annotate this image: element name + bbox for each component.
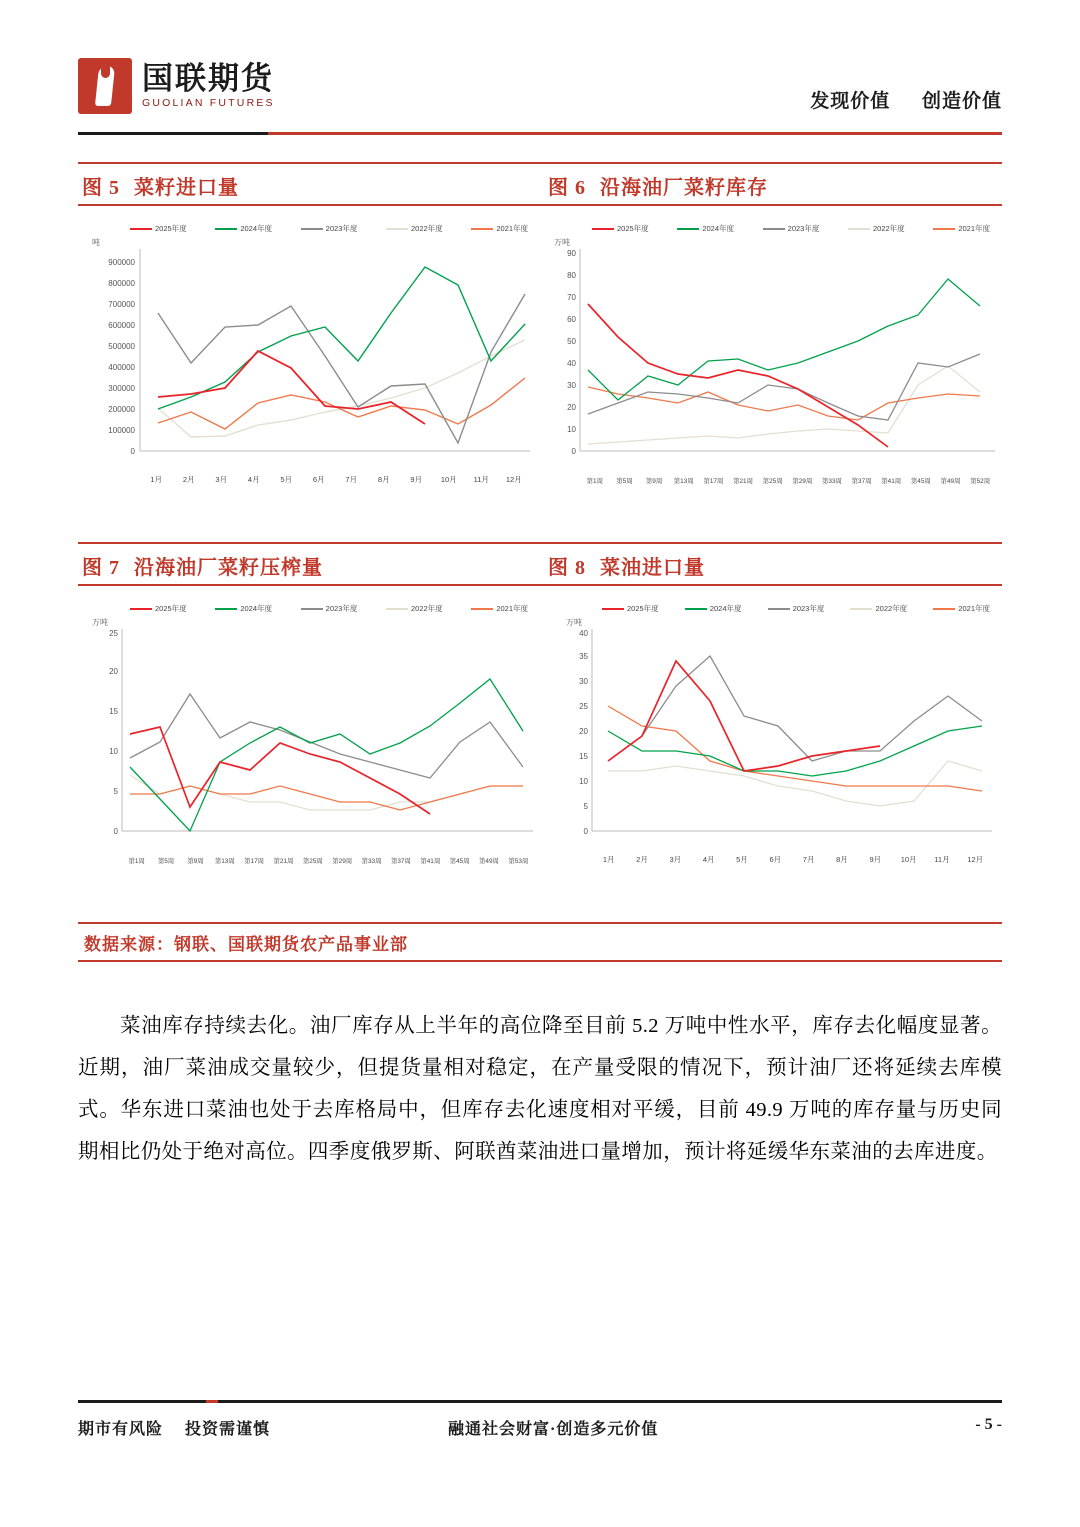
svg-text:10: 10 — [567, 425, 576, 434]
chart-fig6 — [540, 207, 1002, 527]
logo-chinese-name: 国联期货 — [142, 60, 274, 96]
figure-title-band-top — [78, 162, 1002, 206]
figure-title-band-bottom — [78, 542, 1002, 586]
footer-risk-2: 投资需谨慎 — [185, 1421, 271, 1438]
legend-label-2021: 2021年度 — [496, 224, 528, 233]
figure-5-text: 菜籽进口量 — [134, 177, 239, 199]
figure-7-number: 图 7 — [82, 557, 120, 579]
legend-item-2021 — [471, 223, 528, 234]
svg-text:700000: 700000 — [108, 300, 135, 309]
svg-text:40: 40 — [579, 629, 588, 638]
svg-text:10: 10 — [109, 747, 118, 756]
logo-english-name: GUOLIAN FUTURES — [142, 97, 275, 110]
legend-label-2024: 2024年度 — [240, 224, 273, 233]
legend-label-2023: 2023年度 — [325, 224, 358, 233]
svg-text:20: 20 — [109, 667, 118, 676]
legend-item-2022: 2022年度 — [850, 603, 907, 614]
chart-fig7-plot — [78, 618, 540, 871]
logo-mark-icon — [78, 58, 132, 114]
chart-fig7-xlabels: 第1周 第5周 第9周 第13周 第17周 第21周 第25周 第29周 第33周 第37周 第41周 第45周 第49周 第53周 — [128, 858, 529, 865]
legend-item-2021: 2021年度 — [933, 603, 990, 614]
svg-text:10: 10 — [579, 777, 588, 786]
footer-page-number: - 5 - — [975, 1416, 1002, 1433]
figure-8-title — [548, 551, 705, 580]
legend-item-2023: 2023年度 — [763, 223, 820, 234]
legend-item-2022 — [386, 223, 443, 234]
figure-5-title — [82, 171, 239, 200]
legend-item-2022: 2022年度 — [386, 603, 443, 614]
charts-row-bottom — [78, 587, 1002, 907]
svg-text:30: 30 — [579, 677, 588, 686]
chart-fig8-xlabels: 1月 2月 3月 4月 5月 6月 7月 8月 9月 10月 11月 12月 — [602, 855, 984, 864]
chart-fig6-legend — [592, 223, 990, 234]
chart-fig7-legend — [130, 603, 528, 614]
legend-label-2025: 2025年度 — [155, 224, 187, 233]
chart-fig5-plot — [78, 238, 540, 491]
svg-text:20: 20 — [579, 727, 588, 736]
svg-text:300000: 300000 — [108, 384, 135, 393]
figure-7-text: 沿海油厂菜籽压榨量 — [134, 557, 323, 579]
source-band — [78, 922, 1002, 962]
legend-item-2021: 2021年度 — [471, 603, 528, 614]
header-slogan — [784, 86, 1002, 113]
svg-text:15: 15 — [109, 707, 118, 716]
chart-fig8 — [540, 587, 1002, 907]
slogan-part-1: 发现价值 — [810, 91, 891, 112]
svg-text:30: 30 — [567, 381, 576, 390]
svg-text:25: 25 — [109, 629, 118, 638]
svg-text:0: 0 — [130, 447, 135, 456]
figure-6-title — [548, 171, 768, 200]
svg-text:35: 35 — [579, 652, 588, 661]
svg-text:100000: 100000 — [108, 426, 135, 435]
chart-fig5-xlabels: 1月 2月 3月 4月 5月 6月 7月 8月 9月 10月 11月 12月 — [150, 475, 522, 484]
charts-row-top — [78, 207, 1002, 527]
svg-text:5: 5 — [583, 802, 588, 811]
footer-left — [78, 1416, 270, 1439]
svg-text:70: 70 — [567, 293, 576, 302]
legend-item-2023 — [301, 223, 358, 234]
svg-text:90: 90 — [567, 249, 576, 258]
page-footer — [78, 1412, 1002, 1442]
chart-fig7-yunit: 万吨 — [92, 618, 108, 627]
figure-8-text: 菜油进口量 — [600, 557, 705, 579]
chart-fig7 — [78, 587, 540, 907]
svg-text:25: 25 — [579, 702, 588, 711]
legend-item-2025: 2025年度 — [592, 223, 649, 234]
header-divider — [78, 132, 1002, 135]
svg-text:80: 80 — [567, 271, 576, 280]
svg-text:600000: 600000 — [108, 321, 135, 330]
legend-item-2022: 2022年度 — [848, 223, 905, 234]
svg-text:20: 20 — [567, 403, 576, 412]
footer-center: 融通社会财富·创造多元价值 — [448, 1421, 659, 1438]
svg-text:800000: 800000 — [108, 279, 135, 288]
legend-item-2024: 2024年度 — [677, 223, 734, 234]
page-header — [78, 58, 1002, 136]
svg-text:0: 0 — [571, 447, 576, 456]
slogan-part-2: 创造价值 — [921, 91, 1002, 112]
svg-text:0: 0 — [113, 827, 118, 836]
legend-item-2023: 2023年度 — [301, 603, 358, 614]
chart-fig6-xlabels: 第1周 第5周 第9周 第13周 第17周 第21周 第25周 第29周 第33周 第37周 第41周 第45周 第49周 第52周 — [586, 478, 991, 485]
svg-text:500000: 500000 — [108, 342, 135, 351]
figure-6-text: 沿海油厂菜籽库存 — [600, 177, 768, 199]
legend-item-2024 — [215, 223, 272, 234]
legend-item-2025 — [130, 223, 187, 234]
figure-5-number: 图 5 — [82, 177, 120, 199]
svg-text:50: 50 — [567, 337, 576, 346]
chart-fig5-yunit: 吨 — [92, 238, 100, 247]
svg-text:60: 60 — [567, 315, 576, 324]
svg-text:0: 0 — [583, 827, 588, 836]
chart-fig5 — [78, 207, 540, 527]
svg-text:200000: 200000 — [108, 405, 135, 414]
chart-fig6-plot — [540, 238, 1002, 491]
chart-fig8-legend — [602, 603, 990, 614]
body-paragraph: 菜油库存持续去化。油厂库存从上半年的高位降至目前 5.2 万吨中性水平，库存去化幅度显著。近期，油厂菜油成交量较少，但提货量相对稳定，在产量受限的情况下，预计油厂还将延续去库模式。华东进口菜油也处于去库格局中，但库存去化速度相对平缓，目前 49.9 万吨的库存量与历史同期相比仍处于绝对高位。四季度俄罗斯、阿联酋菜油进口量增加，预计将延缓华东菜油的去库进度。 — [78, 1015, 1002, 1163]
chart-fig6-yunit: 万吨 — [554, 238, 570, 247]
figure-7-title — [82, 551, 323, 580]
svg-text:5: 5 — [113, 787, 118, 796]
svg-text:900000: 900000 — [108, 258, 135, 267]
figure-6-number: 图 6 — [548, 177, 586, 199]
legend-label-2022: 2022年度 — [410, 224, 443, 233]
company-logo — [78, 58, 275, 114]
svg-text:400000: 400000 — [108, 363, 135, 372]
footer-risk-1: 期市有风险 — [78, 1421, 164, 1438]
legend-item-2023: 2023年度 — [768, 603, 825, 614]
chart-fig8-plot — [540, 618, 1002, 871]
legend-item-2025: 2025年度 — [130, 603, 187, 614]
chart-fig5-legend — [130, 223, 528, 234]
legend-item-2024: 2024年度 — [215, 603, 272, 614]
legend-item-2024: 2024年度 — [685, 603, 742, 614]
chart-fig8-yunit: 万吨 — [566, 618, 582, 627]
figure-8-number: 图 8 — [548, 557, 586, 579]
source-note: 数据来源：钢联、国联期货农产品事业部 — [84, 935, 408, 954]
footer-divider — [78, 1400, 1002, 1403]
svg-text:15: 15 — [579, 752, 588, 761]
legend-item-2021: 2021年度 — [933, 223, 990, 234]
svg-text:40: 40 — [567, 359, 576, 368]
legend-item-2025: 2025年度 — [602, 603, 659, 614]
